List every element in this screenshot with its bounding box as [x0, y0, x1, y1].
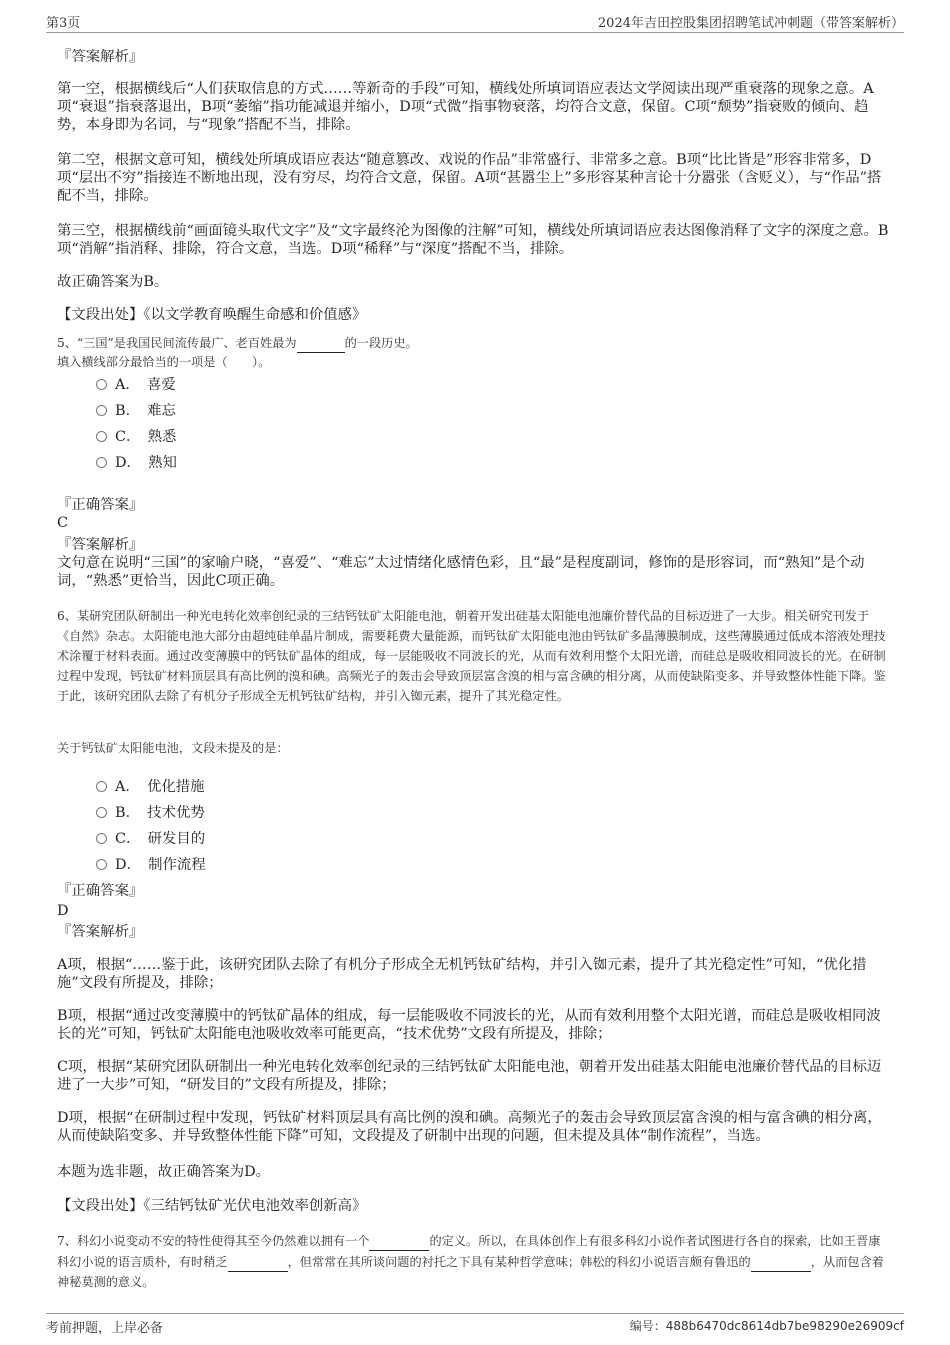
radio-icon[interactable]: [96, 859, 107, 870]
q6-analysis-c: C项，根据“某研究团队研制出一种光电转化效率创纪录的三结钙钛矿太阳能电池，朝着开发出硅基太阳能电池廉价替代品的目标迈进了一大步”可知，“研发目的”文段有所提及，排除；: [57, 1059, 882, 1093]
radio-icon[interactable]: [96, 781, 107, 792]
code-label: 编号：: [629, 1319, 666, 1333]
option-label: C． 熟悉: [115, 429, 177, 445]
q5-blank: [297, 332, 345, 353]
q5-option-d[interactable]: [96, 454, 177, 472]
page-number: 第3页: [46, 16, 81, 31]
page-footer: [46, 1313, 904, 1336]
q4-analysis-p3: 第三空，根据横线前“画面镜头取代文字”及“文字最终沦为图像的注解”可知，横线处所填词语应表达图像消释了文字的深度之意。B项“消解”指消释、排除，符合文意，当选。D项“稀释”与“深度”搭配不当，排除。: [57, 223, 889, 257]
q7-blank-1: [369, 1230, 429, 1251]
q4-source: 【文段出处】《以文学教育唤醒生命感和价值感》: [57, 307, 367, 323]
document-title: 2024年吉田控股集团招聘笔试冲刺题（带答案解析）: [597, 16, 904, 31]
radio-icon[interactable]: [96, 431, 107, 442]
option-label: A． 优化措施: [115, 779, 205, 795]
radio-icon[interactable]: [96, 379, 107, 390]
q5-instruction: 填入横线部分最恰当的一项是（ ）。: [57, 355, 271, 369]
option-label: D． 制作流程: [115, 857, 206, 873]
radio-icon[interactable]: [96, 457, 107, 468]
q4-analysis-label: 『答案解析』: [57, 49, 144, 65]
q6-analysis-b: B项，根据“通过改变薄膜中的钙钛矿晶体的组成，每一层能吸收不同波长的光，从而有效利用整个太阳光谱，而硅总是吸收相同波长的光”可知，钙钛矿太阳能电池吸收效率可能更高，“技术优势”文段有所提及，排除；: [57, 1008, 881, 1042]
page-header: [46, 12, 904, 33]
option-label: A． 喜爱: [115, 377, 176, 393]
code-value: 488b6470dc8614db7be98290e26909cf: [665, 1319, 904, 1333]
q5-stem-part2: 的一段历史。: [344, 336, 418, 350]
q5-answer: C: [57, 515, 69, 531]
radio-icon[interactable]: [96, 833, 107, 844]
q7-part1: 7、科幻小说变动不安的特性使得其至今仍然难以拥有一个: [57, 1234, 370, 1248]
q5-analysis-label: 『答案解析』: [57, 537, 144, 553]
q6-conclusion: 本题为选非题，故正确答案为D。: [57, 1164, 271, 1180]
q5-stem-part1: 5、“三国”是我国民间流传最广、老百姓最为: [57, 336, 297, 350]
radio-icon[interactable]: [96, 807, 107, 818]
option-label: B． 技术优势: [115, 805, 205, 821]
q4-analysis-p2: 第二空，根据文意可知，横线处所填成语应表达“随意篡改、戏说的作品”非常盛行、非常多之意。B项“比比皆是”形容非常多，D项“层出不穷”指接连不断地出现，没有穷尽，均符合文意，保留。A项“甚嚣尘上”多形容某种言论十分嚣张（含贬义），与“作品”搭配不当，排除。: [57, 152, 882, 204]
q7-part3: ，但常常在其所谈问题的衬托之下具有某种哲学意味；韩松的科幻小说语言颇有鲁迅的: [287, 1255, 751, 1269]
q5-answer-label: 『正确答案』: [57, 497, 144, 513]
footer-slogan: 考前押题，上岸必备: [46, 1321, 164, 1336]
q6-option-a[interactable]: [96, 778, 205, 796]
q6-analysis-a: A项，根据“……鉴于此，该研究团队去除了有机分子形成全无机钙钛矿结构，并引入铷元素，提升了其光稳定性”可知，“优化措施”文段有所提及，排除；: [57, 957, 867, 991]
q6-answer: D: [57, 903, 69, 919]
radio-icon[interactable]: [96, 405, 107, 416]
q6-option-c[interactable]: [96, 830, 205, 848]
q6-analysis-label: 『答案解析』: [57, 924, 144, 940]
q5-option-c[interactable]: [96, 428, 176, 446]
q7-part2: 的定义。所以，在具体创作上有很多科幻小说作者试图进行各自的探索，比如王晋康科幻小说的语言质朴，有时稍乏: [57, 1234, 881, 1269]
q6-option-d[interactable]: [96, 856, 206, 874]
q7-blank-2: [228, 1251, 288, 1272]
q7-blank-3: [751, 1251, 811, 1272]
q5-analysis: 文句意在说明“三国”的家喻户晓，“喜爱”、“难忘”太过情绪化感情色彩，且“最”是程度副词，修饰的是形容词，而“熟知”是个动词，“熟悉”更恰当，因此C项正确。: [57, 555, 865, 589]
option-label: D． 熟知: [115, 455, 177, 471]
q6-answer-label: 『正确答案』: [57, 883, 144, 899]
q6-option-b[interactable]: [96, 804, 205, 822]
q4-conclusion: 故正确答案为B。: [57, 274, 169, 290]
q6-stem: 6、某研究团队研制出一种光电转化效率创纪录的三结钙钛矿太阳能电池，朝着开发出硅基太阳能电池廉价替代品的目标迈进了一大步。相关研究刊发于《自然》杂志。太阳能电池大部分由超纯硅单晶片制成，需要耗费大量能源，而钙钛矿太阳能电池由钙钛矿多晶薄膜制成，这些薄膜通过低成本溶液处理技术涂覆于材料表面。通过改变薄膜中的钙钛矿晶体的组成，每一层能吸收不同波长的光，从而有效利用整个太阳光谱，而硅总是吸收相同波长的光。在研制过程中发现，钙钛矿材料顶层具有高比例的溴和碘。高频光子的轰击会导致顶层富含溴的相与富含碘的相分离，从而使缺陷变多、并导致整体性能下降。鉴于此，该研究团队去除了有机分子形成全无机钙钛矿结构，并引入铷元素，提升了其光稳定性。: [57, 609, 886, 703]
option-label: C． 研发目的: [115, 831, 206, 847]
q4-analysis-p1: 第一空，根据横线后“人们获取信息的方式……等新奇的手段”可知，横线处所填词语应表达文学阅读出现严重衰落的现象之意。A项“衰退”指衰落退出，B项“萎缩”指功能减退并缩小，D项“式微”指事物衰落，均符合文意，保留。C项“颓势”指衰败的倾向、趋势，本身即为名词，与“现象”搭配不当，排除。: [57, 81, 874, 133]
q6-question: 关于钙钛矿太阳能电池，文段未提及的是：: [57, 741, 289, 755]
q7-stem: [57, 1230, 892, 1292]
q5-option-a[interactable]: [96, 376, 176, 394]
q5-stem: [57, 332, 892, 353]
document-code: [630, 1317, 904, 1334]
q5-option-b[interactable]: [96, 402, 176, 420]
q7-part4: ，从而包含着神秘莫测的意义。: [57, 1255, 884, 1289]
q6-source: 【文段出处】《三结钙钛矿光伏电池效率创新高》: [57, 1198, 367, 1214]
option-label: B． 难忘: [115, 403, 176, 419]
q6-analysis-d: D项，根据“在研制过程中发现，钙钛矿材料顶层具有高比例的溴和碘。高频光子的轰击会导致顶层富含溴的相与富含碘的相分离，从而使缺陷变多、并导致整体性能下降”可知，文段提及了研制中出现的问题，但未提及具体“制作流程”，当选。: [57, 1110, 882, 1144]
